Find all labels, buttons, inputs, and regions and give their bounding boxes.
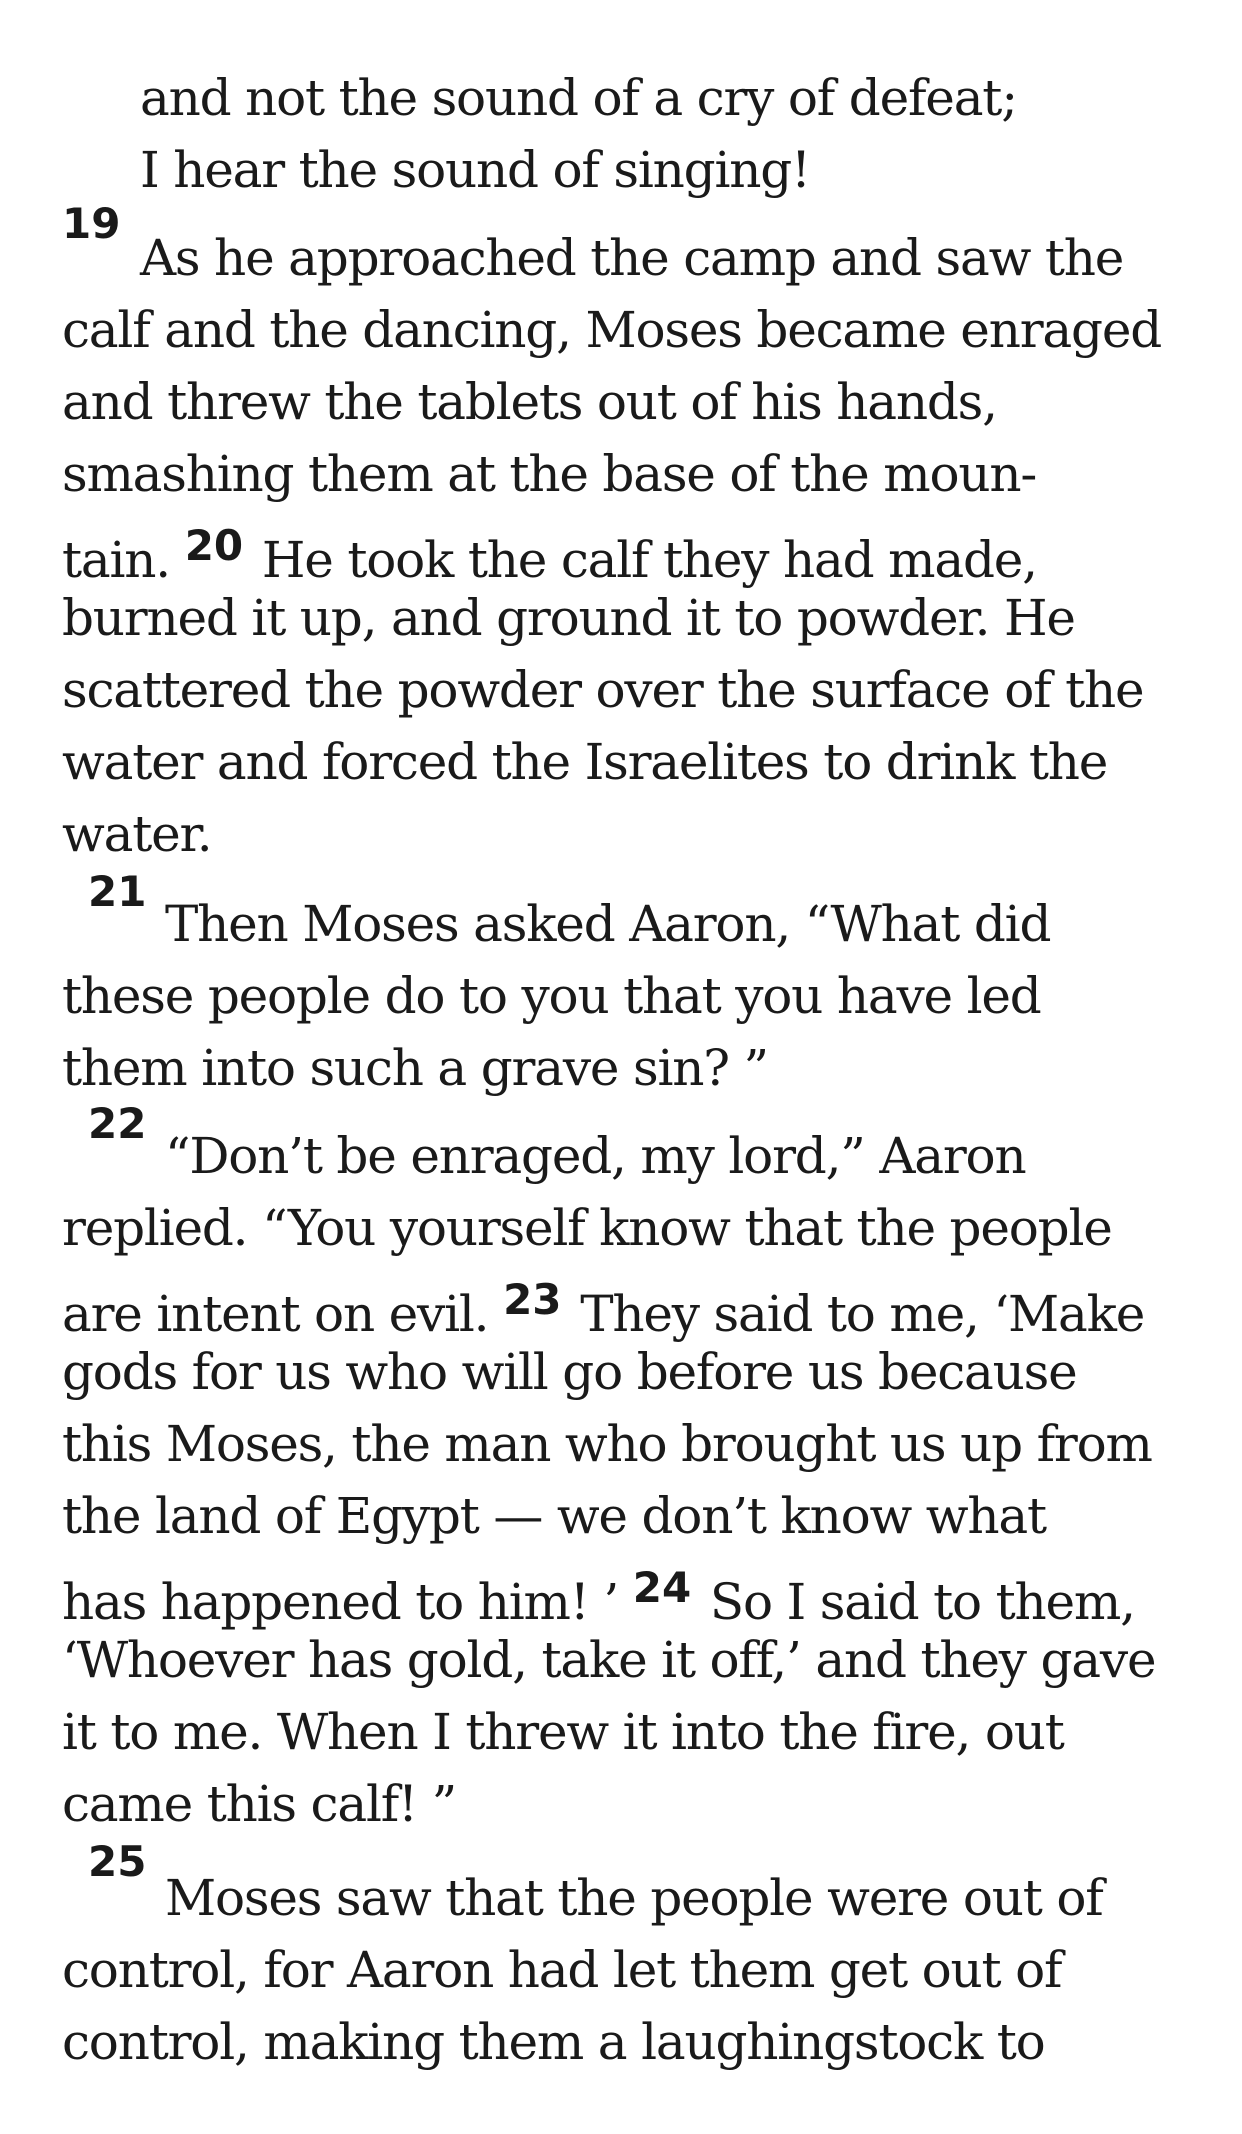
text-line	[62, 1192, 1112, 1264]
line-text: I hear the sound of singing!	[140, 141, 810, 199]
line-text: water.	[62, 805, 212, 863]
text-line	[62, 1408, 1152, 1480]
line-text: and threw the tablets out of his hands,	[62, 373, 997, 431]
text-line	[62, 294, 1161, 366]
text-line	[62, 960, 1041, 1032]
verse-number: 20	[184, 521, 244, 570]
line-text: ‘Whoever has gold, take it off,’ and they gave	[62, 1631, 1156, 1689]
text-line	[62, 1624, 1155, 1696]
text-line	[165, 888, 1050, 960]
text-line	[62, 1696, 1064, 1768]
text-line	[62, 2006, 1045, 2078]
text-line	[62, 1336, 1077, 1408]
line-text: He took the calf they had made,	[261, 531, 1037, 589]
text-line	[62, 366, 997, 438]
text-line	[62, 1552, 1135, 1631]
line-text: and not the sound of a cry of defeat;	[140, 69, 1017, 127]
text-line	[62, 1934, 1061, 2006]
text-line	[62, 510, 1037, 589]
line-text: Moses saw that the people were out of	[165, 1869, 1103, 1927]
verse-number: 24	[632, 1563, 692, 1612]
line-text: So I said to them,	[709, 1573, 1135, 1631]
verse-number: 22	[88, 1099, 147, 1148]
line-text: water and forced the Israelites to drink the	[62, 733, 1108, 791]
line-text: them into such a grave sin? ”	[62, 1039, 768, 1097]
line-text: As he approached the camp and saw the	[140, 229, 1124, 287]
verse-number: 23	[503, 1275, 562, 1324]
line-text: burned it up, and ground it to powder. He	[62, 589, 1075, 647]
line-text: has happened to him! ’	[62, 1573, 619, 1631]
poetry-line	[140, 134, 810, 206]
text-line	[62, 582, 1075, 654]
text-line	[62, 1768, 456, 1840]
text-line	[140, 222, 1123, 294]
line-text: control, for Aaron had let them get out of	[62, 1941, 1062, 1999]
text-line	[165, 1862, 1103, 1934]
line-text: replied. “You yourself know that the people	[62, 1199, 1112, 1257]
text-line	[62, 726, 1107, 798]
line-text: scattered the powder over the surface of the	[62, 661, 1144, 719]
text-line	[62, 654, 1143, 726]
verse-number: 19	[62, 199, 121, 248]
text-line	[62, 438, 1036, 510]
line-text: “Don’t be enraged, my lord,” Aaron	[165, 1127, 1026, 1185]
line-text: these people do to you that you have led	[62, 967, 1041, 1025]
line-text: control, making them a laughingstock to	[62, 2013, 1045, 2071]
text-line	[62, 1032, 768, 1104]
verse-number: 25	[88, 1837, 147, 1886]
line-text: calf and the dancing, Moses became enraged	[62, 301, 1162, 359]
text-line	[62, 1480, 1046, 1552]
line-text: the land of Egypt — we don’t know what	[62, 1487, 1046, 1545]
line-text: it to me. When I threw it into the fire, out	[62, 1703, 1064, 1761]
text-line	[62, 1264, 1145, 1343]
line-text: Then Moses asked Aaron, “What did	[165, 895, 1051, 953]
line-text: tain.	[62, 531, 170, 589]
text-line	[62, 798, 211, 870]
line-text: smashing them at the base of the moun-	[62, 445, 1037, 503]
text-line	[165, 1120, 1025, 1192]
verse-number: 21	[88, 867, 147, 916]
line-text: came this calf! ”	[62, 1775, 457, 1833]
line-text: are intent on evil.	[62, 1285, 489, 1343]
poetry-line	[140, 62, 1017, 134]
line-text: this Moses, the man who brought us up from	[62, 1415, 1152, 1473]
line-text: They said to me, ‘Make	[580, 1285, 1145, 1343]
line-text: gods for us who will go before us because	[62, 1343, 1077, 1401]
